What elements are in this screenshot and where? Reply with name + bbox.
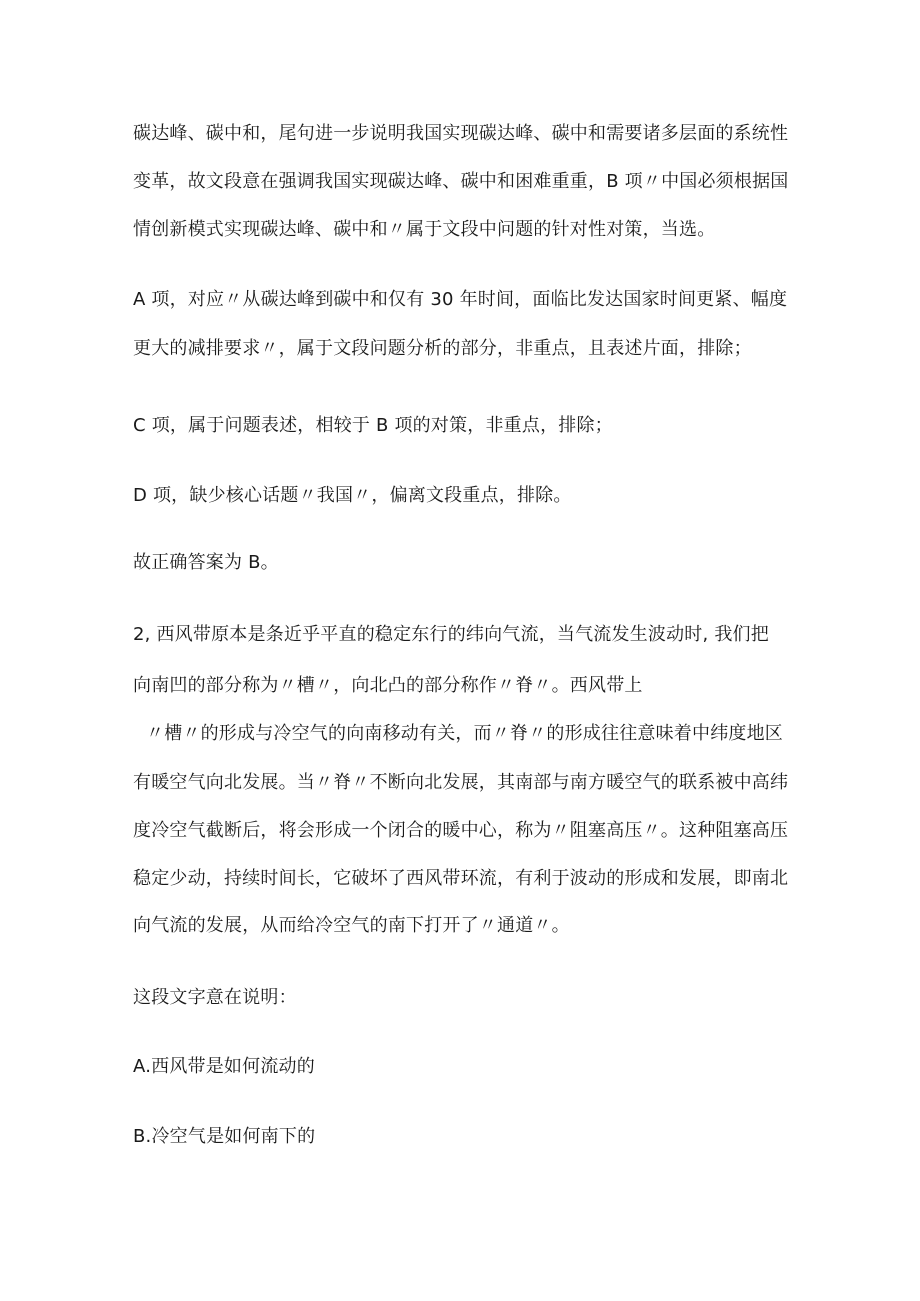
text-line: 〃槽〃的形成与冷空气的向南移动有关，而〃脊〃的形成往往意味着中纬度地区 — [146, 723, 783, 744]
question-prompt: 这段文字意在说明： — [133, 987, 297, 1008]
option-a: A.西风带是如何流动的 — [133, 1056, 315, 1077]
option-c-analysis: C 项，属于问题表述，相较于 B 项的对策，非重点，排除； — [133, 415, 613, 436]
option-d-analysis: D 项，缺少核心话题〃我国〃，偏离文段重点，排除。 — [133, 485, 572, 506]
text-line: 情创新模式实现碳达峰、碳中和〃属于文段中问题的针对性对策，当选。 — [133, 219, 716, 240]
text-line: 更大的减排要求〃，属于文段问题分析的部分，非重点，且表述片面，排除； — [133, 338, 752, 359]
answer-line: 故正确答案为 B。 — [133, 552, 279, 573]
text-line: 向南凹的部分称为〃槽〃，向北凸的部分称作〃脊〃。西风带上 — [133, 675, 643, 696]
text-line: 度冷空气截断后，将会形成一个闭合的暖中心，称为〃阻塞高压〃。这种阻塞高压 — [133, 820, 789, 841]
text-line: 变革，故文段意在强调我国实现碳达峰、碳中和困难重重，B 项〃中国必须根据国 — [133, 171, 789, 192]
option-b: B.冷空气是如何南下的 — [133, 1126, 316, 1147]
text-line: 有暖空气向北发展。当〃脊〃不断向北发展，其南部与南方暖空气的联系被中高纬 — [133, 772, 789, 793]
text-line: 稳定少动，持续时间长，它破坏了西风带环流，有利于波动的形成和发展，即南北 — [133, 868, 789, 889]
text-line: 向气流的发展，从而给冷空气的南下打开了〃通道〃。 — [133, 915, 570, 936]
text-line: 碳达峰、碳中和，尾句进一步说明我国实现碳达峰、碳中和需要诸多层面的系统性 — [133, 123, 789, 144]
option-a-analysis: A 项，对应〃从碳达峰到碳中和仅有 30 年时间，面临比发达国家时间更紧、幅度 — [133, 289, 788, 310]
question-2-stem: 2, 西风带原本是条近乎平直的稳定东行的纬向气流，当气流发生波动时, 我们把 — [133, 624, 769, 645]
